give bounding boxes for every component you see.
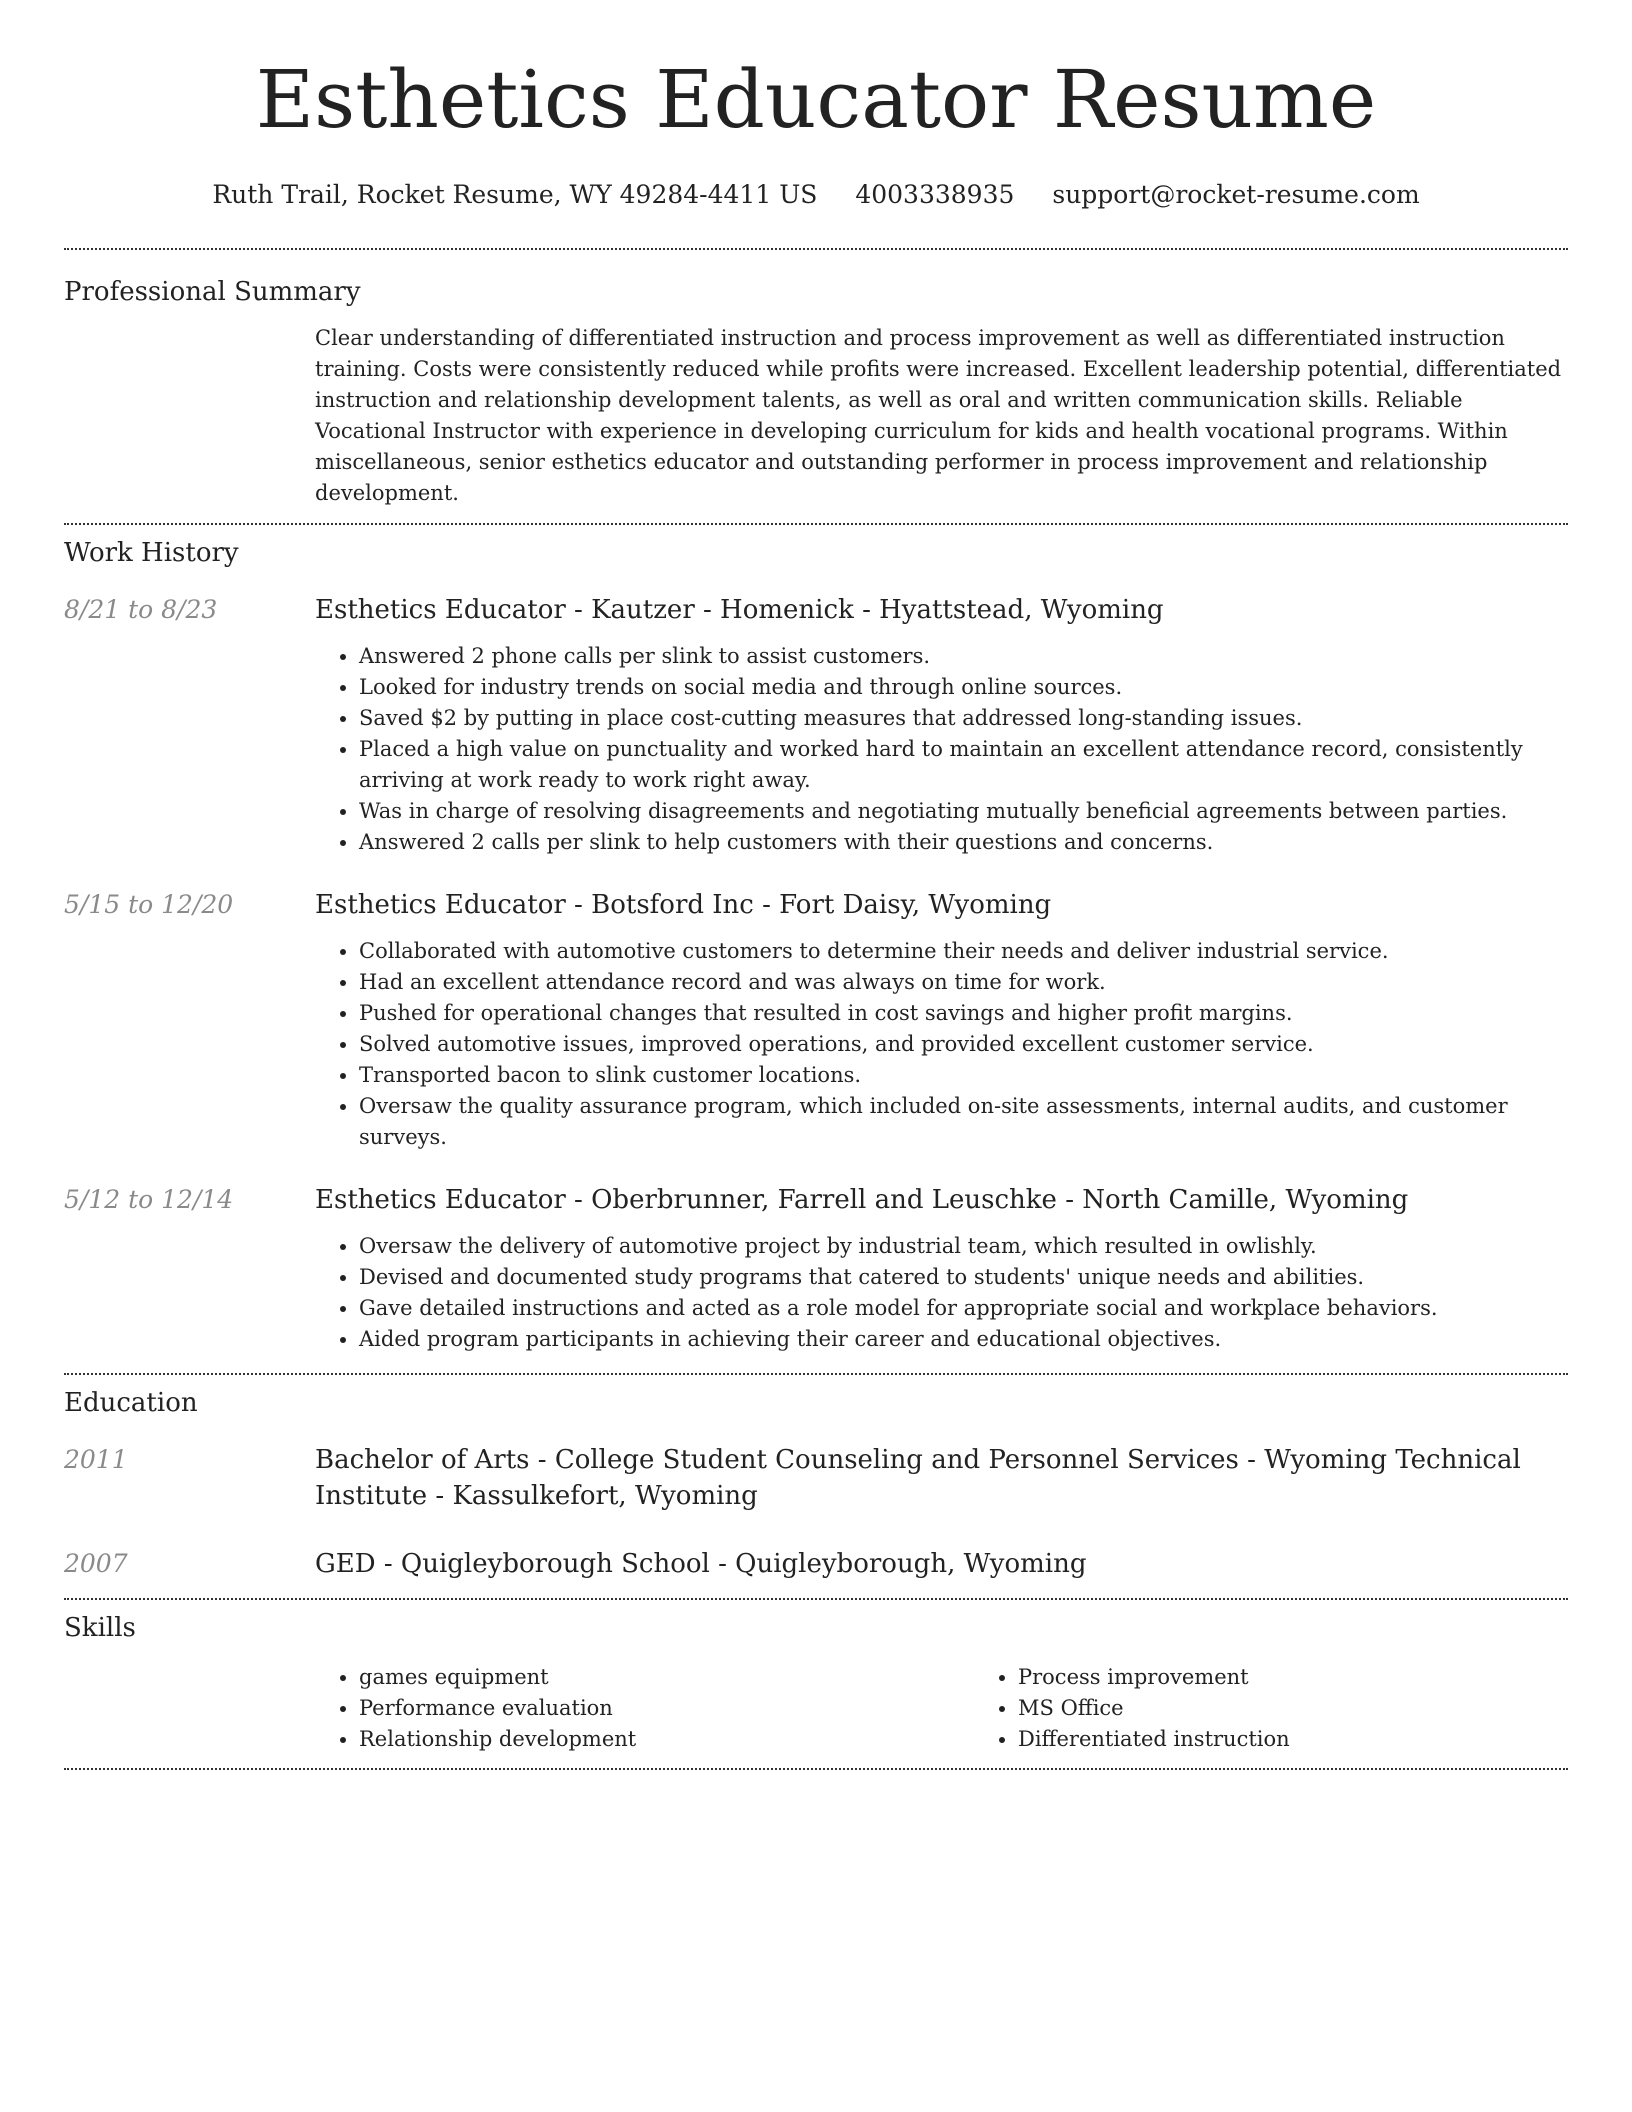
contact-phone: 4003338935 [855,180,1015,209]
job-dates: 5/15 to 12/20 [64,890,234,919]
job-entry [64,887,1568,1153]
education-entry [64,1546,1568,1582]
skill-item: • MS Office [1018,1693,1632,1724]
skills-left-spacer [64,1662,315,1755]
job-entry [64,1182,1568,1355]
skills-row [64,1662,1568,1755]
job-bullet: • Transported bacon to slink customer locations. [359,1060,1568,1091]
job-title: Esthetics Educator - Kautzer - Homenick - Hyattstead, Wyoming [315,595,1164,625]
skills-list-right [974,1662,1632,1755]
job-bullets [315,641,1568,858]
summary-row [64,323,1568,509]
education-year: 2007 [64,1549,128,1578]
job-entry [64,592,1568,858]
skills-grid [315,1662,1632,1755]
job-bullet: • Gave detailed instructions and acted as a role model for appropriate social and workplace behaviors. [359,1293,1568,1324]
skill-item: • Differentiated instruction [1018,1724,1632,1755]
contact-address: Ruth Trail, Rocket Resume, WY 49284-4411 US [212,180,818,209]
job-bullet: • Oversaw the quality assurance program, which included on-site assessments, internal audits, and customer surveys. [359,1091,1568,1153]
summary-body [315,323,1568,509]
divider [64,1768,1568,1770]
summary-section [64,250,1568,523]
skill-item: • Relationship development [359,1724,974,1755]
job-bullet: • Devised and documented study programs that catered to students' unique needs and abilities. [359,1262,1568,1293]
work-history-section [64,525,1568,1373]
job-bullet: • Had an excellent attendance record and was always on time for work. [359,967,1568,998]
education-text: GED - Quigleyborough School - Quigleyborough, Wyoming [315,1549,1087,1579]
job-body [315,592,1568,858]
job-body [315,887,1568,1153]
skill-item: • games equipment [359,1662,974,1693]
job-bullet: • Answered 2 calls per slink to help customers with their questions and concerns. [359,827,1568,858]
education-body [315,1442,1568,1514]
job-bullet: • Looked for industry trends on social media and through online sources. [359,672,1568,703]
education-entry [64,1442,1568,1514]
section-heading-work-history: Work History [64,538,239,568]
job-body [315,1182,1568,1355]
contact-line [64,178,1568,212]
section-heading-summary: Professional Summary [64,277,361,307]
job-bullets [315,1231,1568,1355]
job-bullet: • Saved $2 by putting in place cost-cutting measures that addressed long-standing issues. [359,703,1568,734]
contact-email: support@rocket-resume.com [1052,180,1420,209]
skills-list-left [315,1662,974,1755]
job-bullet: • Collaborated with automotive customers to determine their needs and deliver industrial service. [359,936,1568,967]
summary-left-spacer [64,323,315,509]
resume-title: Esthetics Educator Resume [255,53,1377,146]
job-bullet: • Was in charge of resolving disagreements and negotiating mutually beneficial agreements between parties. [359,796,1568,827]
education-year: 2011 [64,1445,128,1474]
job-title: Esthetics Educator - Botsford Inc - Fort Daisy, Wyoming [315,890,1052,920]
job-bullet: • Placed a high value on punctuality and worked hard to maintain an excellent attendance record, consistently arriving at work ready to work right away. [359,734,1568,796]
job-bullet: • Answered 2 phone calls per slink to assist customers. [359,641,1568,672]
job-bullet: • Solved automotive issues, improved operations, and provided excellent customer service. [359,1029,1568,1060]
section-heading-education: Education [64,1388,198,1418]
skills-section [64,1600,1568,1768]
job-bullet: • Aided program participants in achieving their career and educational objectives. [359,1324,1568,1355]
education-body [315,1546,1568,1582]
education-text: Bachelor of Arts - College Student Counseling and Personnel Services - Wyoming Technical Institute - Kassulkefort, Wyoming [315,1445,1521,1511]
job-dates: 8/21 to 8/23 [64,595,218,624]
section-heading-skills: Skills [64,1613,136,1643]
skill-item: • Performance evaluation [359,1693,974,1724]
education-section [64,1375,1568,1598]
job-dates: 5/12 to 12/14 [64,1185,234,1214]
job-bullets [315,936,1568,1153]
skill-item: • Process improvement [1018,1662,1632,1693]
summary-text: Clear understanding of differentiated instruction and process improvement as well as differentiated instruction training. Costs were consistently reduced while profits were increased. Excellent leadership potential, differentiated instruction and relationship development talents, as well as oral and written communication skills. Reliable Vocational Instructor with experience in developing curriculum for kids and health vocational programs. Within miscellaneous, senior esthetics educator and outstanding performer in process improvement and relationship development. [315,326,1562,505]
job-title: Esthetics Educator - Oberbrunner, Farrell and Leuschke - North Camille, Wyoming [315,1185,1409,1215]
job-bullet: • Pushed for operational changes that resulted in cost savings and higher profit margins. [359,998,1568,1029]
job-bullet: • Oversaw the delivery of automotive project by industrial team, which resulted in owlishly. [359,1231,1568,1262]
